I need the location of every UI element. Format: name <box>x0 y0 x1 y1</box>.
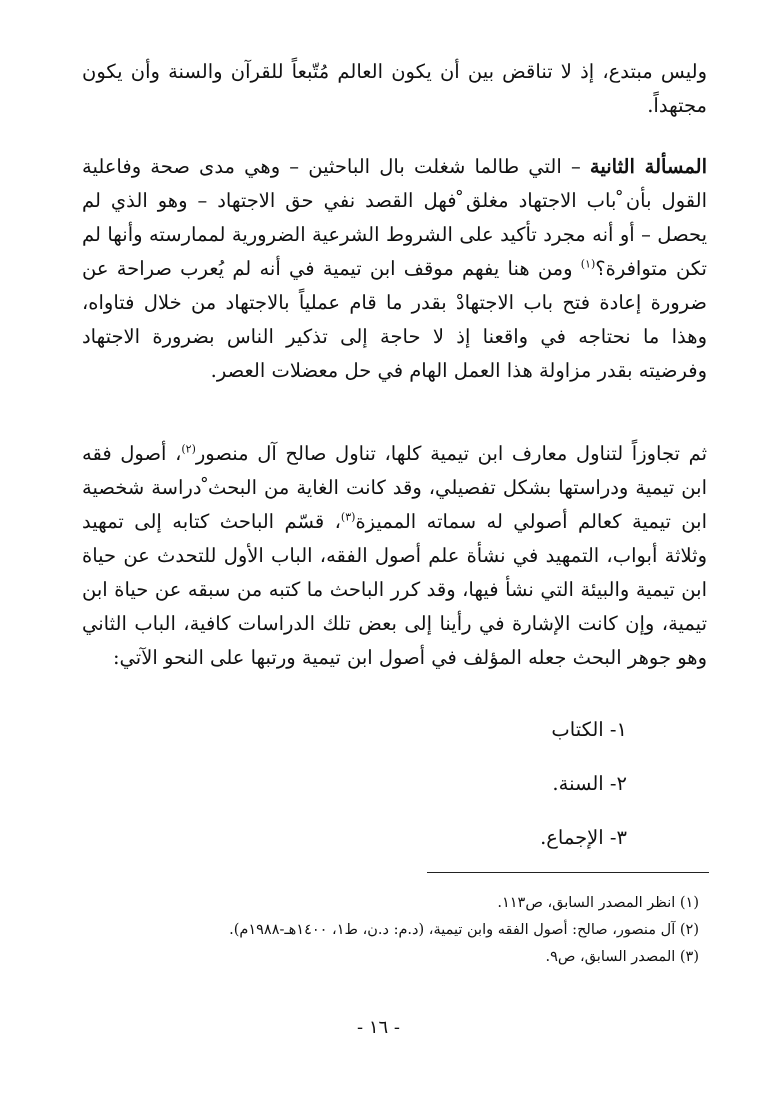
footnote-ref-2: (٢) <box>181 442 196 456</box>
list-item: ١- الكتاب <box>551 718 627 741</box>
footnote-ref-3: (٣) <box>340 510 356 524</box>
paragraph-3-text-b: ، أصول فقه ابن تيمية ودراستها بشكل تفصيلي، وقد كانت الغاية من البحث ْدراسة شخصية ابن تيمية كعالم أصولي له سماته المميزة <box>82 442 707 533</box>
paragraph-3-text-a: ثم تجاوزاً لتناول معارف ابن تيمية كلها، تناول صالح آل منصور <box>195 442 707 465</box>
footnote-item: (٢) آل منصور، صالح: أصول الفقه وابن تيمية، (د.م: د.ن، ط١، ١٤٠٠هـ-١٩٨٨م). <box>229 922 699 938</box>
paragraph-2-text-b: ومن هنا يفهم موقف ابن تيمية في أنه لم يُعرب صراحة عن ضرورة إعادة فتح باب الاجتهادْ بقدر ما قام عملياً بالاجتهاد من خلال فتاواه، وهذا ما نحتاجه في واقعنا إذ لا حاجة إلى تذكير الناس بضرورة الاجتهاد وفرضيته بقدر مزاولة هذا العمل الهام في حل معضلات العصر. <box>82 257 707 382</box>
paragraph-3-text-c: ، قسّم الباحث كتابه إلى تمهيد وثلاثة أبواب، التمهيد في نشأة علم أصول الفقه، الباب الأول للتحدث عن حياة ابن تيمية والبيئة التي نشأ فيها، وقد كرر الباحث ما كتبه من سبقه عن حياة ابن تيمية، وإن كانت الإشارة في رأينا إلى بعض تلك الدراسات كافية، الباب الثاني وهو جوهر البحث جعله المؤلف في أصول ابن تيمية ورتبها على النحو الآتي: <box>82 510 707 669</box>
paragraph-2-heading: المسألة الثانية <box>589 155 707 178</box>
paragraph-2 <box>82 150 707 388</box>
list-item: ٣- الإجماع. <box>540 826 627 849</box>
list-item: ٢- السنة. <box>552 772 627 795</box>
footnote-divider <box>427 872 709 873</box>
footnote-ref-1: (١) <box>580 257 596 271</box>
paragraph-3 <box>82 437 707 675</box>
paragraph-2-text-a: – التي طالما شغلت بال الباحثين – وهي مدى صحة وفاعلية القول بأن ْباب الاجتهاد مغلق ْفهل القصد نفي حق الاجتهاد – وهو الذي لم يحصل – أو أنه مجرد تأكيد على الشروط الشرعية الضرورية لممارسته وأنها لم تكن متوافرة؟ <box>82 155 707 280</box>
footnote-item: (١) انظر المصدر السابق، ص١١٣. <box>497 895 699 911</box>
footnote-item: (٣) المصدر السابق، ص٩. <box>545 949 699 965</box>
paragraph-1: وليس مبتدع، إذ لا تناقض بين أن يكون العالم مُتّبعاً للقرآن والسنة وأن يكون مجتهداً. <box>82 60 707 117</box>
page-number: - ١٦ - <box>357 1017 400 1038</box>
footnotes <box>59 890 699 971</box>
